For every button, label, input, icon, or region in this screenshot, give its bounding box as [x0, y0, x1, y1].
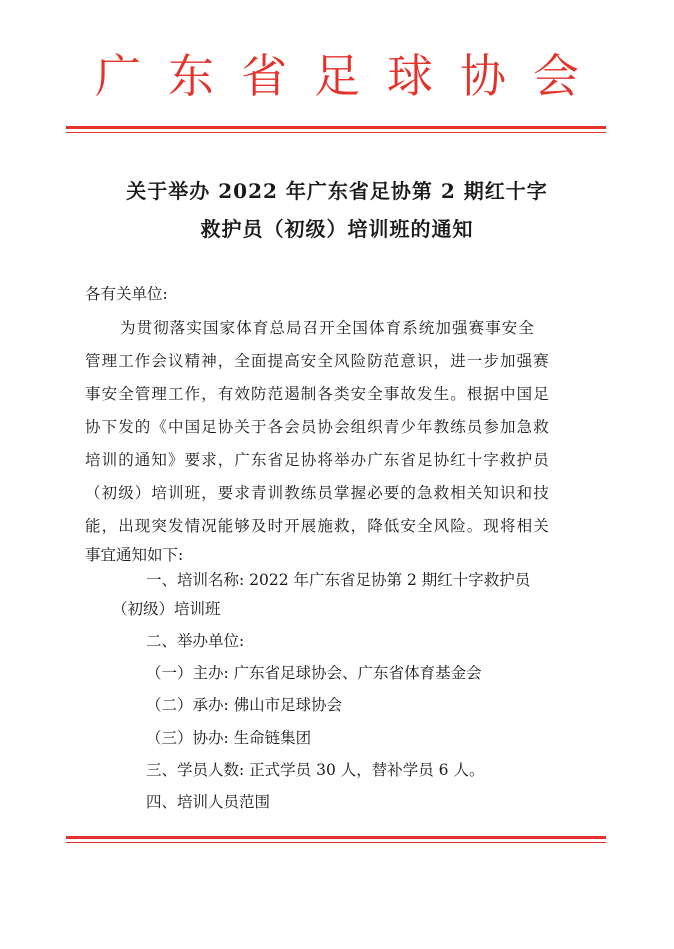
item-organizers-heading: 二、举办单位:	[146, 632, 245, 650]
item-co-organizer: （三）协办: 生命链集团	[146, 729, 312, 747]
header-rule-thick	[66, 126, 606, 129]
notice-title-line-2: 救护员（初级）培训班的通知	[200, 217, 474, 241]
item-undertaker: （二）承办: 佛山市足球协会	[146, 696, 343, 714]
footer-rule-thin	[66, 842, 606, 843]
body-line: 能，出现突发情况能够及时开展施救，降低安全风险。现将相关	[85, 517, 550, 535]
body-line: （初级）培训班，要求青训教练员掌握必要的急救相关知识和技	[85, 484, 550, 502]
notice-title-line-1: 关于举办 2022 年广东省足协第 2 期红十字	[126, 179, 548, 203]
item-training-name: 一、培训名称: 2022 年广东省足协第 2 期红十字救护员	[146, 571, 531, 589]
body-line: 管理工作会议精神，全面提高安全风险防范意识，进一步加强赛	[85, 352, 550, 370]
header-rule-thin	[66, 132, 606, 133]
item-trainee-count: 三、学员人数: 正式学员 30 人，替补学员 6 人。	[146, 761, 485, 779]
body-line: 培训的通知》要求，广东省足协将举办广东省足协红十字救护员	[85, 451, 550, 469]
body-line: 为贯彻落实国家体育总局召开全国体育系统加强赛事安全	[120, 319, 536, 337]
body-line: 事宜通知如下:	[85, 546, 184, 564]
item-training-name-cont: （初级）培训班	[112, 600, 221, 618]
item-trainee-scope: 四、培训人员范围	[146, 793, 271, 811]
footer-rule-thick	[66, 836, 606, 839]
org-letterhead: 广东省足球协会	[95, 49, 606, 103]
body-line: 协下发的《中国足协关于各会员协会组织青少年教练员参加急救	[85, 418, 550, 436]
item-host: （一）主办: 广东省足球协会、广东省体育基金会	[146, 664, 482, 682]
body-line: 事安全管理工作，有效防范遏制各类安全事故发生。根据中国足	[85, 385, 550, 403]
salutation: 各有关单位:	[85, 285, 168, 303]
